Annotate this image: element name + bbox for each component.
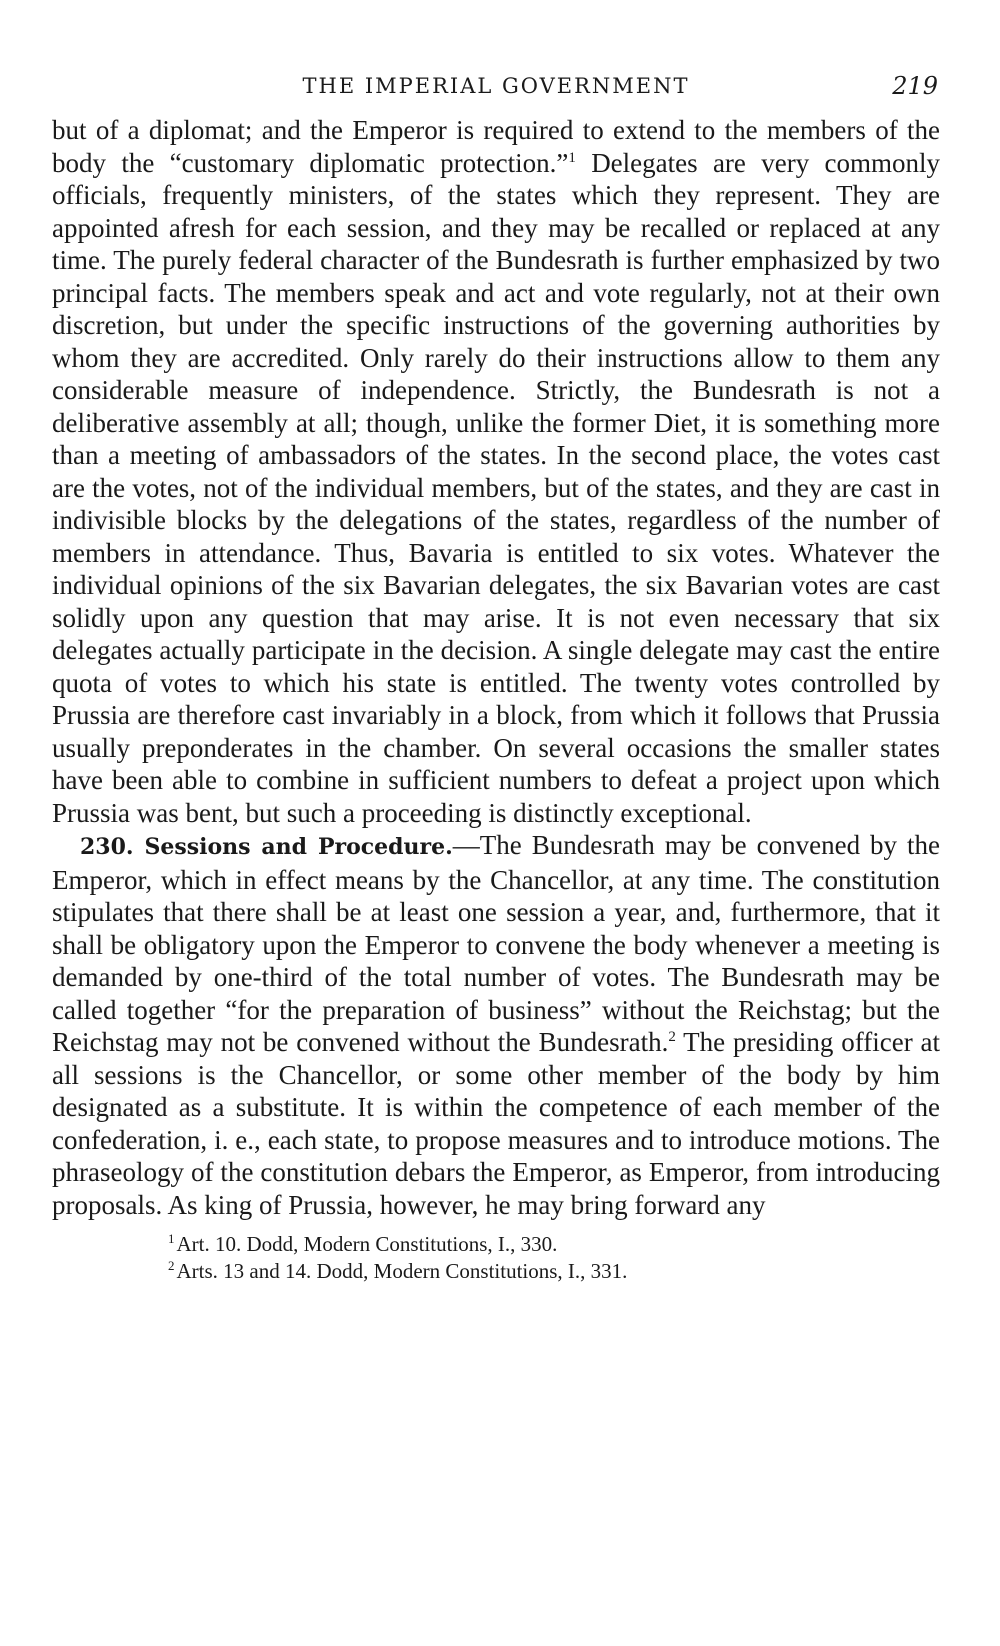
page-number: 219 xyxy=(892,72,938,100)
footnote-1 xyxy=(168,1231,940,1258)
paragraph-2 xyxy=(52,829,940,1221)
paragraph-1-text-a: but of a diplomat; and the Emperor is required to extend to the members of the body the “customary diplomatic protection.” xyxy=(52,115,940,178)
footnote-ref-1: 1 xyxy=(568,149,576,166)
footnote-mark: 2 xyxy=(168,1258,175,1273)
paragraph-1-text-b: Delegates are very commonly officials, frequently ministers, of the states which they represent. They are appointed afresh for each session, and they may be recalled or replaced at any time. The purely federal character of the Bundesrath is further emphasized by two principal facts. The members speak and act and vote regularly, not at their own discretion, but under the specific instructions of the governing authorities by whom they are accredited. Only rarely do their instructions allow to them any considerable measure of independence. Strictly, the Bundesrath is not a deliberative assembly at all; though, unlike the former Diet, it is something more than a meeting of ambassadors of the states. In the second place, the votes cast are the votes, not of the individual members, but of the states, and they are cast in indivisible blocks by the delegations of the states, regardless of the number of members in attendance. Thus, Bavaria is entitled to six votes. Whatever the individual opinions of the six Bavarian delegates, the six Bavarian votes are cast solidly upon any question that may arise. It is not even necessary that six delegates actually participate in the decision. A single delegate may cast the entire quota of votes to which his state is entitled. The twenty votes controlled by Prussia are therefore cast invariably in a block, from which it follows that Prussia usually preponderates in the chamber. On several occasions the smaller states have been able to combine in sufficient numbers to defeat a project upon which Prussia was bent, but such a proceeding is distinctly exceptional. xyxy=(52,147,940,828)
running-title: THE IMPERIAL GOVERNMENT xyxy=(302,74,690,98)
footnote-ref-2: 2 xyxy=(668,1029,676,1045)
running-head xyxy=(52,72,940,106)
book-page xyxy=(52,72,940,1285)
footnote-2 xyxy=(168,1258,940,1285)
footnotes xyxy=(52,1231,940,1285)
paragraph-2-text-b: The presiding officer at all sessions is the Chancellor, or some other member of the body by him designated as a substitute. It is within the competence of each member of the confederation, i. e., each state, to propose measures and to introduce motions. The phraseology of the constitution debars the Emperor, as Emperor, from introducing proposals. As king of Prussia, however, he may bring forward any xyxy=(52,1027,941,1220)
footnote-text: Arts. 13 and 14. Dodd, Modern Constitutions, I., 331. xyxy=(176,1259,628,1283)
paragraph-1 xyxy=(52,114,940,829)
body-text xyxy=(52,114,940,1221)
section-heading: 230. Sessions and Procedure. xyxy=(80,834,453,860)
footnote-mark: 1 xyxy=(168,1231,175,1246)
paragraph-2-text-a: —The Bundesrath may be convened by the Emperor, which in effect means by the Chancellor, at any time. The constitution stipulates that there shall be at least one session a year, and, furthermore, that it shall be obligatory upon the Emperor to convene the body whenever a meeting is demanded by one-third of the total number of votes. The Bundesrath may be called together “for the preparation of business” without the Reichstag; but the Reichstag may not be convened without the Bundesrath. xyxy=(52,830,941,1057)
footnote-text: Art. 10. Dodd, Modern Constitutions, I., 330. xyxy=(176,1232,558,1256)
